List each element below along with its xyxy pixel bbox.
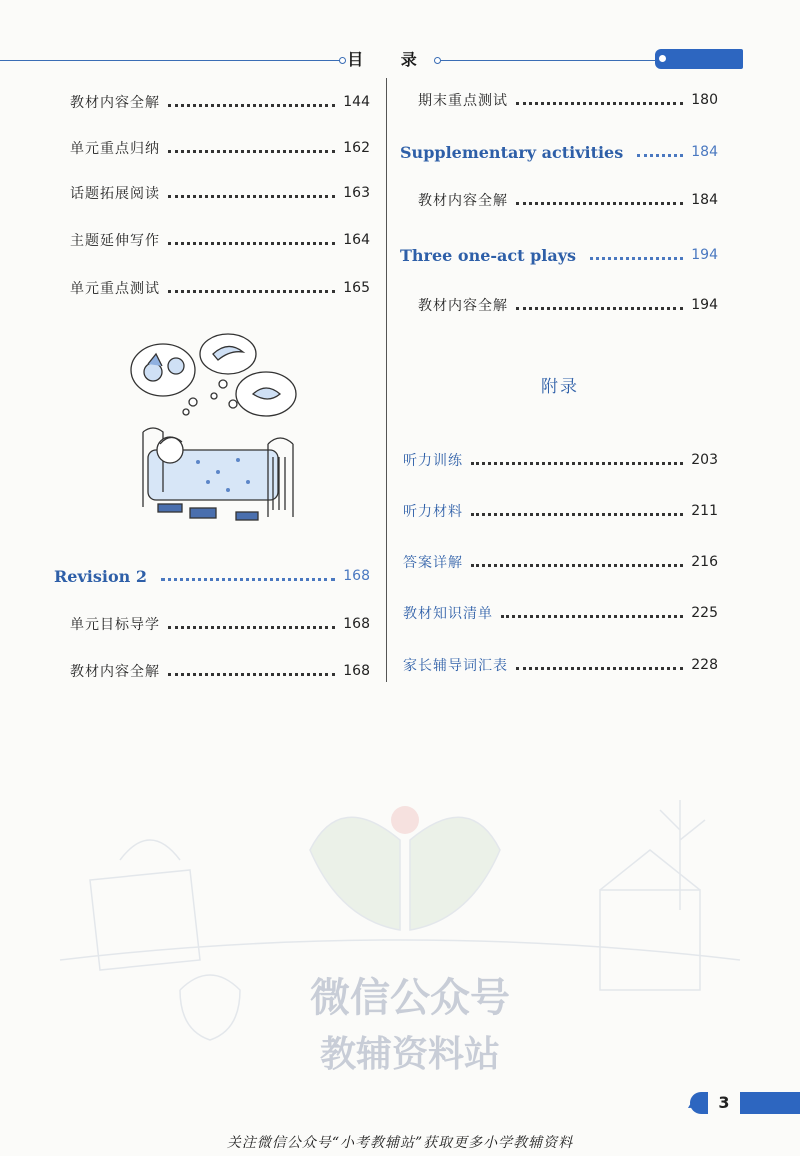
dot-leader: [471, 462, 683, 465]
toc-entry[interactable]: [70, 228, 370, 252]
appendix-entry[interactable]: [403, 653, 718, 677]
dot-leader: [590, 257, 683, 260]
dot-leader: [168, 150, 335, 153]
appendix-entry[interactable]: [403, 550, 718, 574]
appendix-heading: 附录: [541, 377, 579, 397]
toc-entry-label: 教材内容全解: [70, 95, 160, 111]
dot-leader: [516, 307, 683, 310]
page-number-tab: [690, 1092, 800, 1114]
toc-entry-page: 162: [343, 140, 370, 156]
toc-entry[interactable]: [418, 188, 718, 212]
toc-entry-label: 主题延伸写作: [70, 233, 160, 249]
appendix-entry-page: 228: [691, 657, 718, 673]
toc-heading: 目 录: [345, 48, 435, 72]
dot-leader: [471, 513, 683, 516]
header-dot-left-icon: [339, 57, 346, 64]
toc-entry-label: 单元重点测试: [70, 281, 160, 297]
toc-entry[interactable]: [418, 293, 718, 317]
toc-entry-page: 165: [343, 280, 370, 296]
header-dot-right-icon: [434, 57, 441, 64]
toc-entry-page: 180: [691, 92, 718, 108]
toc-entry[interactable]: [70, 276, 370, 300]
section-page: 168: [343, 568, 370, 584]
dot-leader: [501, 615, 683, 618]
toc-entry-page: 184: [691, 192, 718, 208]
dot-leader: [168, 104, 335, 107]
dot-leader: [168, 195, 335, 198]
toc-entry-page: 168: [343, 616, 370, 632]
section-title: Supplementary activities: [400, 142, 624, 162]
toc-entry-label: 期末重点测试: [418, 93, 508, 109]
appendix-entry-page: 216: [691, 554, 718, 570]
sleeping-boy-illustration: [118, 332, 318, 532]
appendix-entry-label: 听力训练: [403, 453, 463, 469]
toc-entry-page: 194: [691, 297, 718, 313]
section-three-one-act-plays[interactable]: [400, 243, 718, 267]
section-title: Three one-act plays: [400, 245, 577, 265]
appendix-entry-label: 教材知识清单: [403, 606, 493, 622]
appendix-entry-label: 听力材料: [403, 504, 463, 520]
toc-entry[interactable]: [70, 136, 370, 160]
dot-leader: [161, 578, 335, 581]
toc-entry-page: 144: [343, 94, 370, 110]
toc-entry[interactable]: [70, 90, 370, 114]
appendix-entry-page: 225: [691, 605, 718, 621]
dot-leader: [168, 242, 335, 245]
toc-entry-label: 单元重点归纳: [70, 141, 160, 157]
column-divider: [386, 78, 387, 682]
section-page: 184: [691, 144, 718, 160]
toc-entry[interactable]: [70, 612, 370, 636]
dot-leader: [516, 202, 683, 205]
toc-entry-page: 163: [343, 185, 370, 201]
section-revision-2[interactable]: [54, 564, 370, 588]
header-accent-bar: [655, 49, 743, 69]
appendix-entry-label: 答案详解: [403, 555, 463, 571]
toc-entry-page: 168: [343, 663, 370, 679]
toc-entry-label: 单元目标导学: [70, 617, 160, 633]
toc-entry-label: 教材内容全解: [418, 298, 508, 314]
appendix-entry-page: 211: [691, 503, 718, 519]
watermark-line-1: 微信公众号: [310, 975, 510, 1021]
dot-leader: [516, 667, 683, 670]
appendix-entry[interactable]: [403, 499, 718, 523]
dot-leader: [637, 154, 683, 157]
toc-entry-label: 教材内容全解: [70, 664, 160, 680]
dot-leader: [168, 290, 335, 293]
bar-knob-icon: [659, 55, 666, 62]
dot-leader: [471, 564, 683, 567]
section-page: 194: [691, 247, 718, 263]
dot-leader: [168, 626, 335, 629]
toc-entry-page: 164: [343, 232, 370, 248]
page-number: 3: [708, 1092, 740, 1114]
appendix-entry[interactable]: [403, 601, 718, 625]
dot-leader: [168, 673, 335, 676]
leaf-icon: [686, 1094, 708, 1112]
footer-note: 关注微信公众号“小考教辅站”获取更多小学教辅资料: [226, 1135, 574, 1151]
toc-entry-label: 话题拓展阅读: [70, 186, 160, 202]
appendix-entry-label: 家长辅导词汇表: [403, 658, 508, 674]
dot-leader: [516, 102, 683, 105]
appendix-entry-page: 203: [691, 452, 718, 468]
toc-entry[interactable]: [70, 181, 370, 205]
toc-entry[interactable]: [70, 659, 370, 683]
section-title: Revision 2: [54, 566, 147, 586]
toc-entry-label: 教材内容全解: [418, 193, 508, 209]
appendix-entry[interactable]: [403, 448, 718, 472]
watermark-line-2: 教辅资料站: [319, 1034, 500, 1075]
toc-entry[interactable]: [418, 88, 718, 112]
section-supplementary-activities[interactable]: [400, 140, 718, 164]
